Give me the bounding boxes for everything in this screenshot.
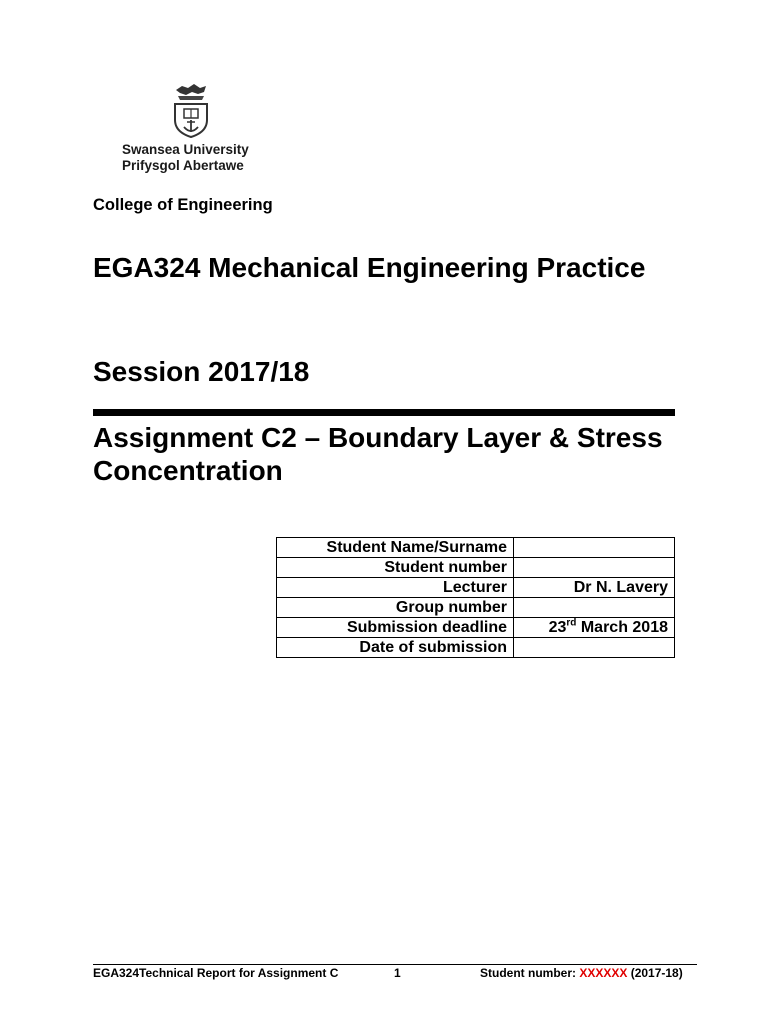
assignment-title: Assignment C2 – Boundary Layer & Stress Concentration <box>93 422 663 486</box>
row-label: Student Name/Surname <box>277 538 514 558</box>
row-label: Lecturer <box>277 578 514 598</box>
table-row <box>277 578 675 598</box>
footer-student-value: XXXXXX <box>579 966 628 980</box>
footer-student-label: Student number: <box>480 966 580 980</box>
row-label: Student number <box>277 558 514 578</box>
row-label: Group number <box>277 598 514 618</box>
footer-report-title: EGA324Technical Report for Assignment C <box>93 966 339 980</box>
footer-year: (2017-18) <box>627 966 683 980</box>
crest-icon <box>170 82 212 138</box>
table-row <box>277 638 675 658</box>
row-label: Submission deadline <box>277 618 514 638</box>
lecturer-value: Dr N. Lavery <box>514 578 675 598</box>
session-heading: Session 2017/18 <box>93 356 310 387</box>
deadline-day-suffix: rd <box>566 617 577 629</box>
course-title: EGA324 Mechanical Engineering Practice <box>93 252 646 283</box>
logo-text-english: Swansea University <box>122 142 249 157</box>
table-row <box>277 558 675 578</box>
deadline-day: 23 <box>548 619 567 636</box>
group-number-field <box>514 598 675 618</box>
table-row <box>277 598 675 618</box>
footer-student-number <box>480 966 683 980</box>
university-logo <box>112 82 302 182</box>
table-row <box>277 538 675 558</box>
submission-deadline-value <box>514 618 675 638</box>
row-label: Date of submission <box>277 638 514 658</box>
date-of-submission-field <box>514 638 675 658</box>
student-number-field <box>514 558 675 578</box>
footer-page-number: 1 <box>394 966 401 980</box>
college-name: College of Engineering <box>93 196 273 214</box>
deadline-month-year: March 2018 <box>576 619 668 636</box>
heading-divider <box>93 409 675 416</box>
footer-divider <box>93 964 697 965</box>
logo-text-welsh: Prifysgol Abertawe <box>122 158 244 173</box>
student-name-field <box>514 538 675 558</box>
student-info-table <box>276 537 675 658</box>
table-row <box>277 618 675 638</box>
